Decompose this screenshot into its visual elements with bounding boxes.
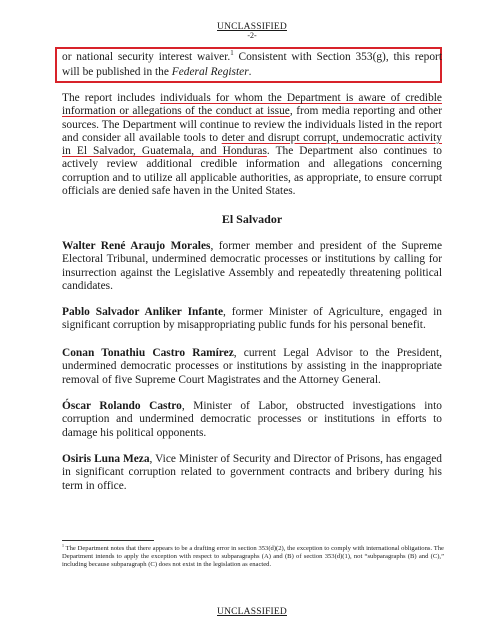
boxed-paragraph: [62, 50, 442, 80]
footnote-divider: [62, 540, 154, 541]
entry-name: Walter René Araujo Morales: [62, 240, 211, 252]
entry-name: Conan Tonathiu Castro Ramírez: [62, 347, 234, 359]
entry-description: , Minister of Labor, obstructed investigations into corruption and undermined democratic processes or institutions in efforts to damage his political opponents.: [62, 400, 442, 439]
footnote: [62, 542, 444, 570]
footnote-reference: 1: [230, 50, 234, 58]
underlined-phrase-deter-disrupt: deter and disrupt corrupt, undemocratic activity in El Salvador, Guatemala, and Honduras: [62, 131, 442, 158]
boxed-text-2: Consistent with Section 353(g), this report will be published in the: [62, 51, 442, 78]
federal-register-italic: Federal Register: [171, 66, 249, 78]
page-number: -2-: [247, 31, 257, 40]
intro-text-1: The report includes: [62, 92, 161, 104]
entry-paragraph: [62, 240, 442, 293]
entry-name: Óscar Rolando Castro: [62, 400, 182, 412]
entry-description: , former member and president of the Supreme Electoral Tribunal, undermined democratic processes or institutions by calling for insurrection against the Legislative Assembly and repeatedly threatening political candidates.: [62, 240, 442, 292]
boxed-text-1: or national security interest waiver.: [62, 51, 231, 63]
entry-description: , former Minister of Agriculture, engaged in significant corruption by misappropriating public funds for his personal benefit.: [62, 306, 442, 332]
header-classification: UNCLASSIFIED: [217, 22, 287, 32]
footnote-marker: 1: [62, 542, 64, 548]
underlined-phrase-credible-information: individuals for whom the Department is aware of credible information or allegations of the conduct at issue: [62, 92, 442, 118]
entry-description: , current Legal Advisor to the President, undermined democratic processes or institutions by assisting in the inappropriate removal of five Supreme Court Magistrates and the Attorney General.: [62, 347, 442, 386]
boxed-text-end: .: [248, 66, 252, 78]
entry-paragraph: [62, 306, 442, 333]
section-heading: El Salvador: [221, 212, 283, 226]
entry-paragraph: [62, 453, 442, 493]
entry-description: , Vice Minister of Security and Director of Prisons, has engaged in significant corruption related to government contracts and bribery during his term in office.: [62, 453, 442, 492]
intro-text-3: . The Department also continues to actively review additional credible information and allegations concerning corruption and to utilize all applicable authorities, as appropriate, to ensure corrupt officials are denied safe haven in the United States.: [62, 145, 442, 198]
entry-name: Pablo Salvador Anliker Infante: [62, 306, 224, 318]
entry-paragraph: [62, 347, 442, 387]
intro-text-2: , from media reporting and other sources. The Department will continue to review the individuals listed in the report and consider all available tools to: [62, 105, 442, 144]
footnote-text: The Department notes that there appears to be a drafting error in section 353(d)(2), the exception to comply with international obligations. The Department intends to apply the exception with respect to subparagraphs (A) and (B) of section 353(d)(1), not “subparagraphs (B) and (C),” including because subparagraph (C) does not exist in the legislation as enacted.: [62, 545, 444, 569]
footer-classification: UNCLASSIFIED: [217, 607, 287, 617]
entry-paragraph: [62, 400, 442, 440]
entry-name: Osiris Luna Meza: [62, 453, 150, 465]
intro-paragraph: [62, 92, 442, 198]
